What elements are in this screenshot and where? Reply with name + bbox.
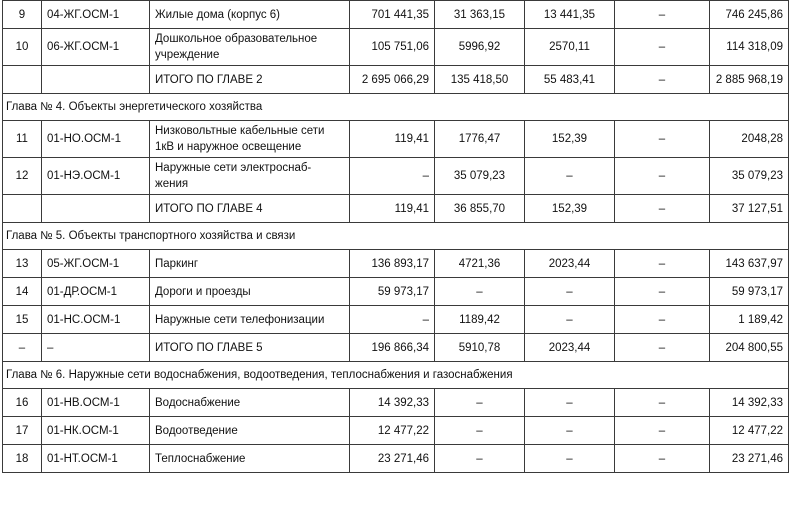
table-row bbox=[3, 1, 789, 29]
value-equipment: 55 483,41 bbox=[525, 66, 615, 94]
value-installation: 135 418,50 bbox=[435, 66, 525, 94]
object-name bbox=[150, 334, 350, 362]
value-other: – bbox=[615, 195, 710, 223]
row-number: 13 bbox=[3, 250, 42, 278]
object-code bbox=[42, 195, 150, 223]
table-row bbox=[3, 250, 789, 278]
value-total: 37 127,51 bbox=[710, 195, 789, 223]
row-number: 15 bbox=[3, 306, 42, 334]
value-construction: 12 477,22 bbox=[350, 417, 435, 445]
value-other: – bbox=[615, 121, 710, 158]
value-equipment: – bbox=[525, 158, 615, 195]
value-installation: 5996,92 bbox=[435, 29, 525, 66]
object-name-line: Теплоснабжение bbox=[155, 452, 246, 465]
row-number bbox=[3, 195, 42, 223]
object-name bbox=[150, 278, 350, 306]
value-other: – bbox=[615, 306, 710, 334]
object-name bbox=[150, 389, 350, 417]
value-equipment: 2023,44 bbox=[525, 334, 615, 362]
value-total: 2 885 968,19 bbox=[710, 66, 789, 94]
value-installation: – bbox=[435, 417, 525, 445]
value-other: – bbox=[615, 29, 710, 66]
section-title: Глава № 5. Объекты транспортного хозяйства и связи bbox=[3, 223, 789, 250]
value-other: – bbox=[615, 334, 710, 362]
value-equipment: 13 441,35 bbox=[525, 1, 615, 29]
object-name-line: ИТОГО ПО ГЛАВЕ 4 bbox=[155, 202, 263, 215]
value-equipment: – bbox=[525, 278, 615, 306]
object-name bbox=[150, 445, 350, 473]
value-other: – bbox=[615, 250, 710, 278]
object-code: 01-НО.ОСМ-1 bbox=[42, 121, 150, 158]
value-construction: 701 441,35 bbox=[350, 1, 435, 29]
value-equipment: 152,39 bbox=[525, 121, 615, 158]
object-code bbox=[42, 66, 150, 94]
value-equipment: 2570,11 bbox=[525, 29, 615, 66]
object-name-line: ИТОГО ПО ГЛАВЕ 2 bbox=[155, 73, 263, 86]
object-name-line: учреждение bbox=[155, 49, 220, 61]
object-code: 01-ДР.ОСМ-1 bbox=[42, 278, 150, 306]
table-row bbox=[3, 278, 789, 306]
object-name bbox=[150, 66, 350, 94]
object-name-line: Водоотведение bbox=[155, 424, 238, 437]
value-construction: 14 392,33 bbox=[350, 389, 435, 417]
value-installation: 5910,78 bbox=[435, 334, 525, 362]
value-total: 114 318,09 bbox=[710, 29, 789, 66]
value-installation: 4721,36 bbox=[435, 250, 525, 278]
value-total: 14 392,33 bbox=[710, 389, 789, 417]
value-total: 2048,28 bbox=[710, 121, 789, 158]
value-equipment: – bbox=[525, 306, 615, 334]
value-construction: – bbox=[350, 306, 435, 334]
row-number: 10 bbox=[3, 29, 42, 66]
value-installation: – bbox=[435, 278, 525, 306]
object-name bbox=[150, 29, 350, 66]
row-number: 18 bbox=[3, 445, 42, 473]
value-other: – bbox=[615, 66, 710, 94]
value-total: 35 079,23 bbox=[710, 158, 789, 195]
row-number: 11 bbox=[3, 121, 42, 158]
value-installation: 31 363,15 bbox=[435, 1, 525, 29]
value-total: 1 189,42 bbox=[710, 306, 789, 334]
table-row bbox=[3, 121, 789, 158]
object-code: 06-ЖГ.ОСМ-1 bbox=[42, 29, 150, 66]
estimate-table bbox=[2, 0, 789, 473]
value-equipment: – bbox=[525, 417, 615, 445]
row-number: – bbox=[3, 334, 42, 362]
value-equipment: – bbox=[525, 445, 615, 473]
row-number bbox=[3, 66, 42, 94]
value-construction: 119,41 bbox=[350, 195, 435, 223]
object-code: 01-НС.ОСМ-1 bbox=[42, 306, 150, 334]
object-code: 01-НТ.ОСМ-1 bbox=[42, 445, 150, 473]
value-equipment: 152,39 bbox=[525, 195, 615, 223]
table-row bbox=[3, 306, 789, 334]
object-code: – bbox=[42, 334, 150, 362]
value-other: – bbox=[615, 417, 710, 445]
value-construction: 2 695 066,29 bbox=[350, 66, 435, 94]
value-total: 204 800,55 bbox=[710, 334, 789, 362]
table-body bbox=[3, 1, 789, 473]
row-number: 17 bbox=[3, 417, 42, 445]
object-name bbox=[150, 250, 350, 278]
table-row bbox=[3, 29, 789, 66]
value-construction: – bbox=[350, 158, 435, 195]
value-construction: 196 866,34 bbox=[350, 334, 435, 362]
object-name bbox=[150, 195, 350, 223]
table-row bbox=[3, 66, 789, 94]
object-name bbox=[150, 1, 350, 29]
object-name-line: Жилые дома (корпус 6) bbox=[155, 8, 281, 21]
value-total: 23 271,46 bbox=[710, 445, 789, 473]
object-code: 04-ЖГ.ОСМ-1 bbox=[42, 1, 150, 29]
table-row bbox=[3, 417, 789, 445]
table-row bbox=[3, 158, 789, 195]
section-title: Глава № 6. Наружные сети водоснабжения, водоотведения, теплоснабжения и газоснабжения bbox=[3, 362, 789, 389]
object-name bbox=[150, 306, 350, 334]
value-installation: 35 079,23 bbox=[435, 158, 525, 195]
value-construction: 59 973,17 bbox=[350, 278, 435, 306]
object-name-line: Низковольтные кабельные сети bbox=[155, 125, 325, 137]
value-equipment: 2023,44 bbox=[525, 250, 615, 278]
value-total: 59 973,17 bbox=[710, 278, 789, 306]
object-name-line: Дошкольное образовательное bbox=[155, 33, 318, 45]
object-code: 01-НВ.ОСМ-1 bbox=[42, 389, 150, 417]
value-other: – bbox=[615, 1, 710, 29]
object-code: 01-НК.ОСМ-1 bbox=[42, 417, 150, 445]
value-construction: 136 893,17 bbox=[350, 250, 435, 278]
object-name-line: 1кВ и наружное освещение bbox=[155, 141, 302, 153]
value-installation: – bbox=[435, 445, 525, 473]
object-name bbox=[150, 158, 350, 195]
value-other: – bbox=[615, 445, 710, 473]
value-construction: 23 271,46 bbox=[350, 445, 435, 473]
value-installation: – bbox=[435, 389, 525, 417]
object-name-line: Наружные сети электроснаб- bbox=[155, 162, 312, 174]
object-name-line: жения bbox=[155, 178, 189, 190]
object-code: 05-ЖГ.ОСМ-1 bbox=[42, 250, 150, 278]
table-row bbox=[3, 389, 789, 417]
table-row bbox=[3, 445, 789, 473]
object-name-line: Дороги и проезды bbox=[155, 285, 251, 298]
object-name bbox=[150, 417, 350, 445]
object-name-line: Водоснабжение bbox=[155, 396, 241, 409]
value-construction: 119,41 bbox=[350, 121, 435, 158]
section-header-row bbox=[3, 223, 789, 250]
row-number: 14 bbox=[3, 278, 42, 306]
value-other: – bbox=[615, 389, 710, 417]
value-construction: 105 751,06 bbox=[350, 29, 435, 66]
row-number: 16 bbox=[3, 389, 42, 417]
table-row bbox=[3, 334, 789, 362]
value-equipment: – bbox=[525, 389, 615, 417]
object-name-line: ИТОГО ПО ГЛАВЕ 5 bbox=[155, 341, 263, 354]
object-name-line: Паркинг bbox=[155, 257, 199, 270]
value-total: 143 637,97 bbox=[710, 250, 789, 278]
section-header-row bbox=[3, 94, 789, 121]
section-title: Глава № 4. Объекты энергетического хозяйства bbox=[3, 94, 789, 121]
object-name bbox=[150, 121, 350, 158]
value-other: – bbox=[615, 278, 710, 306]
value-installation: 1776,47 bbox=[435, 121, 525, 158]
section-header-row bbox=[3, 362, 789, 389]
value-installation: 36 855,70 bbox=[435, 195, 525, 223]
row-number: 12 bbox=[3, 158, 42, 195]
object-code: 01-НЭ.ОСМ-1 bbox=[42, 158, 150, 195]
value-other: – bbox=[615, 158, 710, 195]
value-total: 12 477,22 bbox=[710, 417, 789, 445]
value-total: 746 245,86 bbox=[710, 1, 789, 29]
object-name-line: Наружные сети телефонизации bbox=[155, 313, 325, 326]
row-number: 9 bbox=[3, 1, 42, 29]
table-row bbox=[3, 195, 789, 223]
value-installation: 1189,42 bbox=[435, 306, 525, 334]
